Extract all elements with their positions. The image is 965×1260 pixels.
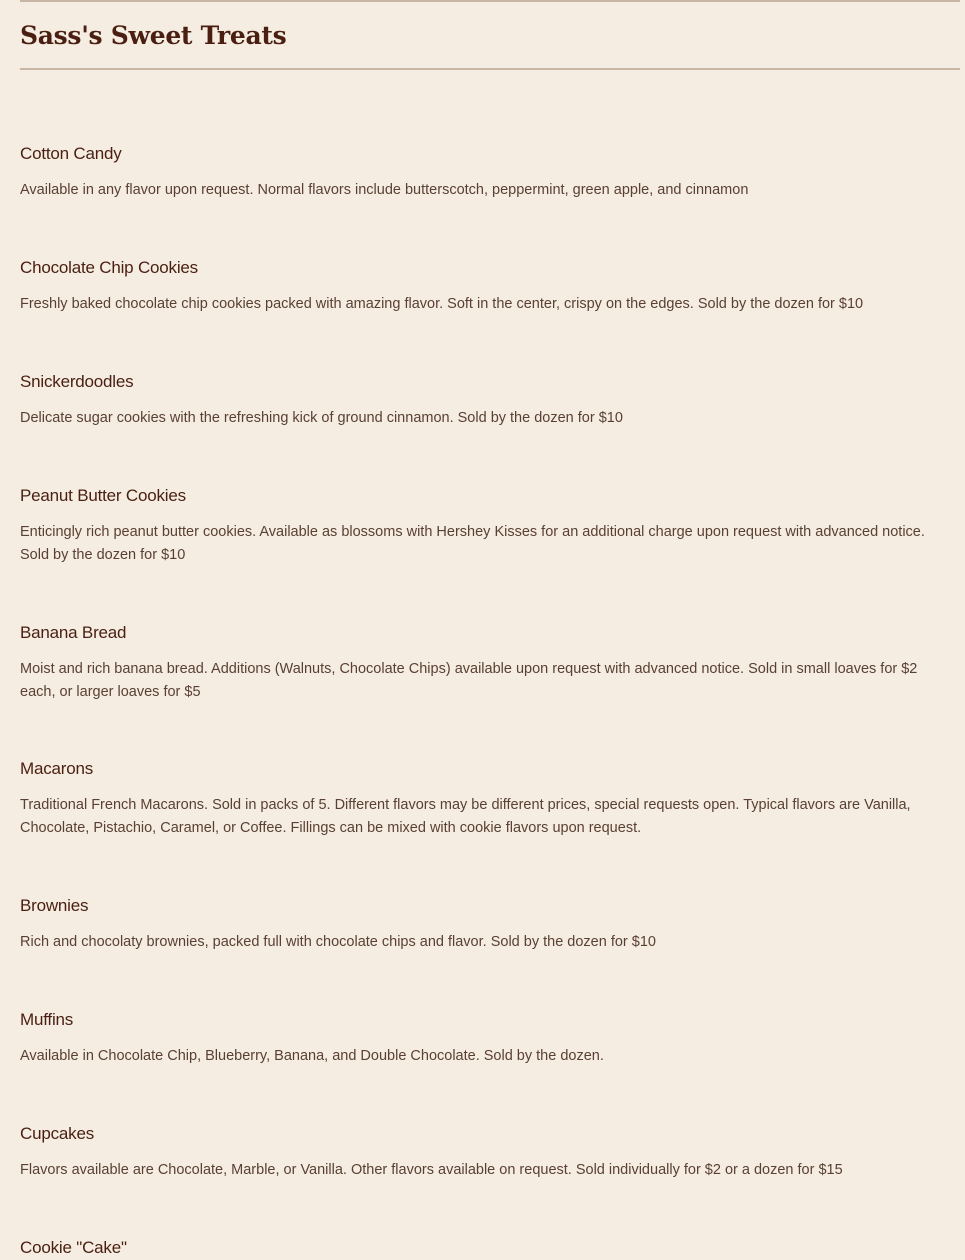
- menu-item-name: Muffins: [20, 1010, 74, 1029]
- title-divider: [20, 68, 960, 70]
- menu-item-cookie-cake: [20, 1237, 955, 1259]
- menu-item-name: Banana Bread: [20, 623, 127, 642]
- menu-item-name: Chocolate Chip Cookies: [20, 258, 198, 277]
- menu-item-brownies: [20, 895, 955, 954]
- menu-item-macarons: [20, 758, 955, 839]
- site-title: Sass's Sweet Treats: [20, 21, 287, 50]
- menu-item-banana-bread: [20, 622, 955, 703]
- menu-item-name: Snickerdoodles: [20, 372, 134, 391]
- menu-item-description: Moist and rich banana bread. Additions (Walnuts, Chocolate Chips) available upon request with advanced notice. Sold in small loaves for $2 each, or larger loaves for $5: [20, 661, 918, 700]
- menu-item-name: Brownies: [20, 896, 89, 915]
- menu-item-name: Cotton Candy: [20, 144, 122, 163]
- menu-item-snickerdoodles: [20, 371, 955, 430]
- menu-item-name: Cookie "Cake": [20, 1238, 127, 1257]
- menu-item-cupcakes: [20, 1123, 955, 1182]
- menu-item-peanut-butter-cookies: [20, 485, 955, 566]
- menu-item-description: Freshly baked chocolate chip cookies packed with amazing flavor. Soft in the center, crispy on the edges. Sold by the dozen for $10: [20, 296, 864, 312]
- menu-item-description: Rich and chocolaty brownies, packed full with chocolate chips and flavor. Sold by the dozen for $10: [20, 934, 656, 950]
- menu-item-description: Enticingly rich peanut butter cookies. Available as blossoms with Hershey Kisses for an additional charge upon request with advanced notice. Sold by the dozen for $10: [20, 524, 925, 563]
- menu-item-name: Macarons: [20, 759, 94, 778]
- menu-item-name: Cupcakes: [20, 1124, 94, 1143]
- menu-item-description: Available in Chocolate Chip, Blueberry, Banana, and Double Chocolate. Sold by the dozen.: [20, 1048, 604, 1064]
- menu-item-chocolate-chip-cookies: [20, 257, 955, 316]
- menu-item-description: Available in any flavor upon request. Normal flavors include butterscotch, peppermint, green apple, and cinnamon: [20, 182, 749, 198]
- menu-item-name: Peanut Butter Cookies: [20, 486, 186, 505]
- menu-item-cotton-candy: [20, 143, 955, 202]
- menu-item-description: Flavors available are Chocolate, Marble, or Vanilla. Other flavors available on request. Sold individually for $2 or a dozen for $15: [20, 1162, 843, 1178]
- menu-item-description: Delicate sugar cookies with the refreshing kick of ground cinnamon. Sold by the dozen for $10: [20, 410, 623, 426]
- top-divider: [20, 0, 960, 2]
- menu-item-muffins: [20, 1009, 955, 1068]
- menu-item-description: Traditional French Macarons. Sold in packs of 5. Different flavors may be different prices, special requests open. Typical flavors are Vanilla, Chocolate, Pistachio, Caramel, or Coffee. Fillings can be mixed with cookie flavors upon request.: [20, 797, 911, 836]
